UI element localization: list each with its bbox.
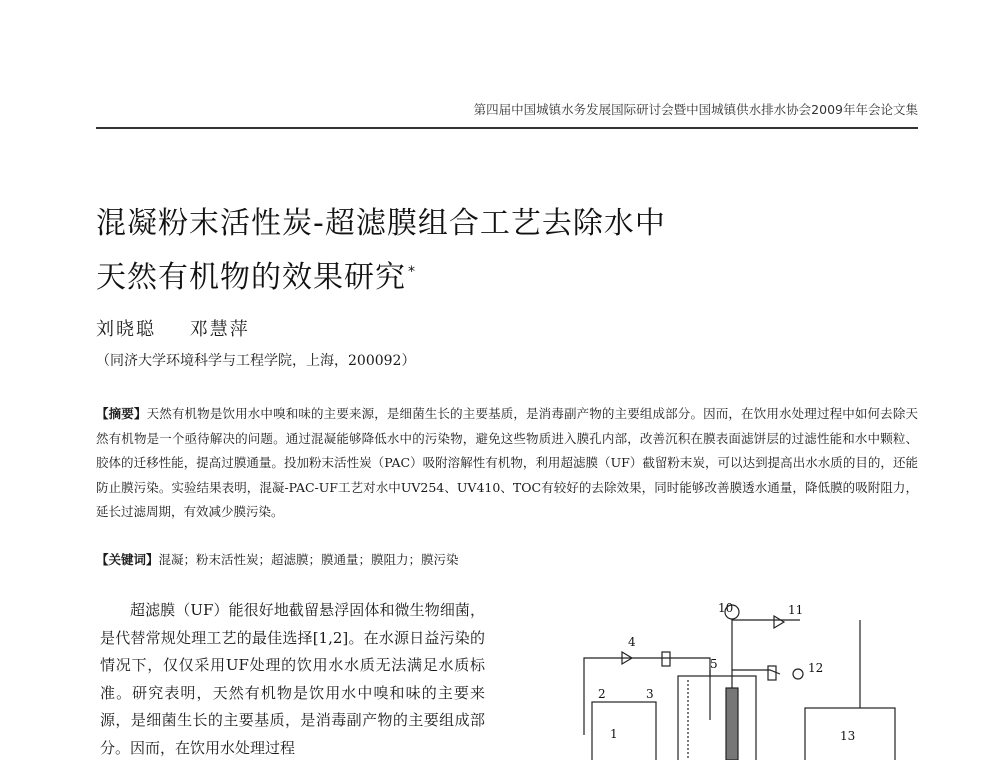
label-1: 1	[610, 727, 618, 741]
permeate-line	[732, 620, 800, 688]
running-head: 第四届中国城镇水务发展国际研讨会暨中国城镇供水排水协会2009年年会论文集	[473, 102, 918, 117]
header-rule	[96, 127, 918, 129]
footnote-mark: *	[408, 264, 416, 280]
keywords	[96, 548, 918, 572]
flow-meter	[662, 652, 670, 666]
abstract-label: 【摘要】	[96, 406, 147, 421]
label-2: 2	[598, 687, 606, 701]
intro-text: 超滤膜（UF）能很好地截留悬浮固体和微生物细菌，是代替常规处理工艺的最佳选择[1,2]。在水源日益污染的情况下，仅仅采用UF处理的饮用水水质无法满足水质标准。研究表明，天然有机物是饮用水中嗅和味的主要来源，是细菌生长的主要基质，是消毒副产物的主要组成部分。因而，在饮用水处理过程	[100, 601, 485, 757]
author-name: 刘晓聪	[96, 319, 156, 340]
membrane-module	[726, 688, 738, 760]
flow-meter-2	[768, 666, 776, 680]
membrane-reactor	[678, 676, 756, 760]
label-10: 10	[718, 601, 734, 615]
title-line-1: 混凝粉末活性炭-超滤膜组合工艺去除水中	[96, 206, 666, 241]
pressure-sensor	[793, 669, 803, 679]
abstract	[96, 402, 918, 525]
label-3: 3	[646, 687, 654, 701]
keywords-text: 混凝；粉末活性炭；超滤膜；膜通量；膜阻力；膜污染	[158, 552, 459, 567]
affiliation: （同济大学环境科学与工程学院，上海，200092）	[96, 353, 416, 369]
title-line-2-text: 天然有机物的效果研究	[96, 260, 406, 295]
label-11: 11	[788, 603, 804, 617]
intro-paragraph	[100, 597, 485, 762]
feed-pipe-2	[644, 658, 710, 675]
keywords-label: 【关键词】	[96, 552, 159, 567]
raw-water-tank	[592, 702, 656, 760]
abstract-text: 天然有机物是饮用水中嗅和味的主要来源，是细菌生长的主要基质，是消毒副产物的主要组成部分。因而，在饮用水处理过程中如何去除天然有机物是一个亟待解决的问题。通过混凝能够降低水中的污染物，避免这些物质进入膜孔内部，改善沉积在膜表面滤饼层的过滤性能和水中颗粒、胶体的迁移性能，提高过膜通量。投加粉末活性炭（PAC）吸附溶解性有机物，利用超滤膜（UF）截留粉末炭，可以达到提高出水水质的目的，还能防止膜污染。实验结果表明，混凝-PAC-UF工艺对水中UV254、UV410、TOC有较好的去除效果，同时能够改善膜透水通量，降低膜的吸附阻力，延长过滤周期，有效减少膜污染。	[96, 406, 918, 519]
paper-title	[96, 200, 856, 302]
author-list	[96, 315, 276, 341]
label-12: 12	[808, 661, 824, 675]
suction-line	[732, 670, 780, 674]
valve	[774, 616, 784, 628]
feed-pipe	[584, 658, 644, 735]
label-4: 4	[628, 635, 636, 649]
process-diagram	[560, 600, 920, 760]
label-5: 5	[710, 657, 718, 671]
label-13: 13	[840, 729, 856, 743]
title-line-2	[96, 248, 856, 302]
author-name: 邓慧萍	[189, 319, 250, 340]
